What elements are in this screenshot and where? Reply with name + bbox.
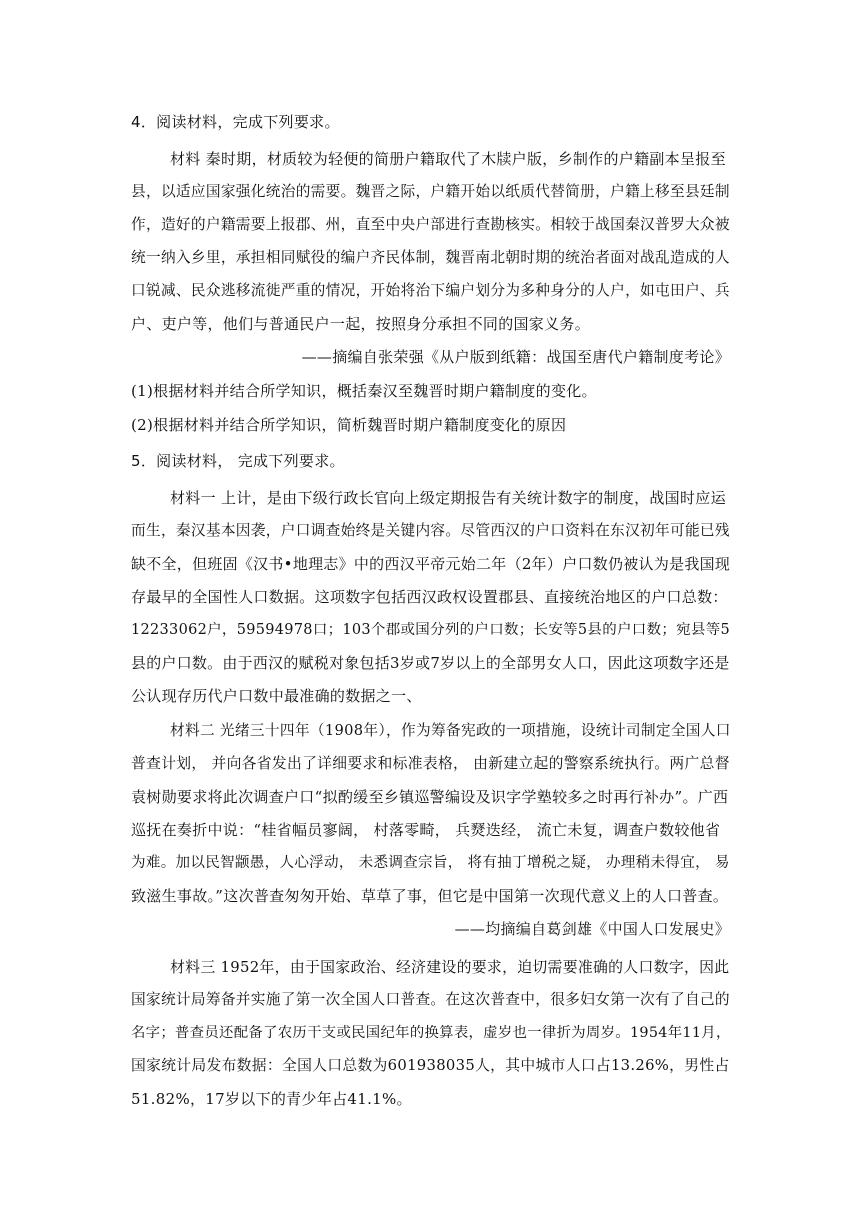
q5-source: ——均摘编自葛剑雄《中国人口发展史》 — [454, 920, 730, 938]
q5-m2-line: 致滋生事故。”这次普查匆匆开始、草草了事，但它是中国第一次现代意义上的人口普查。 — [131, 887, 729, 905]
q4-material-line: 户、吏户等，他们与普通民户一起，按照身分承担不同的国家义务。 — [131, 315, 591, 333]
q4-question-2: (2)根据材料并结合所学知识，简析魏晋时期户籍制度变化的原因 — [131, 416, 567, 434]
q5-m1-line: 12233062户，59594978口；103个郡或国分列的户口数；长安等5县的户口数；宛县等5 — [131, 622, 731, 638]
q4-material-line: 口锐减、民众逃移流徙严重的情况，开始将治下编户划分为多种身分的人户，如屯田户、兵 — [131, 282, 730, 299]
q4-title: 4．阅读材料，完成下列要求。 — [131, 113, 340, 131]
q4-material-line: 材料 秦时期，材质较为轻便的简册户籍取代了木牍户版，乡制作的户籍副本呈报至 — [170, 150, 726, 168]
q5-m1-line: 材料一 上计，是由下级行政长官向上级定期报告有关统计数字的制度，战国时应运 — [170, 489, 726, 507]
q5-m1-line: 而生，秦汉基本因袭，户口调查始终是关键内容。尽管西汉的户口资料在东汉初年可能已残 — [131, 522, 730, 539]
q5-m1-line: 县的户口数。由于西汉的赋税对象包括3岁或7岁以上的全部男女人口，因此这项数字还是 — [131, 654, 730, 672]
q5-m2-line: 为难。加以民智颛愚，人心浮动， 未悉调查宗旨， 将有抽丁增税之疑， 办理稍未得宜， 易 — [131, 854, 730, 871]
q4-question-1: (1)根据材料并结合所学知识，概括秦汉至魏晋时期户籍制度的变化。 — [131, 382, 597, 400]
q5-m2-line: 巡抚在奏折中说：“桂省幅员寥阔， 村落零畸， 兵燹迭经， 流亡未复，调查户数较他省 — [131, 821, 721, 839]
q5-m2-line: 普查计划， 并向各省发出了详细要求和标准表格， 由新建立起的警察系统执行。两广总督 — [131, 755, 730, 772]
q5-m1-line: 公认现存历代户口数中最准确的数据之一、 — [131, 687, 422, 705]
q4-source: ——摘编自张荣强《从户版到纸籍：战国至唐代户籍制度考论》 — [301, 348, 730, 366]
q4-material-line: 统一纳入乡里，承担相同赋役的编户齐民体制，魏晋南北朝时期的统治者面对战乱造成的人 — [131, 249, 730, 266]
q4-material-line: 县，以适应国家强化统治的需要。魏晋之际，户籍开始以纸质代替简册，户籍上移至县廷制 — [131, 183, 730, 200]
q5-m3-line: 材料三 1952年，由于国家政治、经济建设的要求，迫切需要准确的人口数字，因此 — [170, 958, 730, 976]
q4-material-line: 作，造好的户籍需要上报郡、州，直至中央户部进行查勘核实。相较于战国秦汉普罗大众被 — [131, 216, 730, 233]
q5-m1-line: 缺不全，但班固《汉书•地理志》中的西汉平帝元始二年（2年）户口数仍被认为是我国现 — [131, 555, 731, 573]
q5-m3-line: 国家统计局发布数据：全国人口总数为601938035人，其中城市人口占13.26%，男性占 — [131, 1057, 730, 1074]
q5-m2-line: 材料二 光绪三十四年（1908年），作为筹备宪政的一项措施，设统计司制定全国人口 — [170, 722, 731, 739]
q5-m2-line: 袁树勋要求将此次调查户口“拟酌缓至乡镇巡警编设及识字学塾较多之时再行补办”。广西 — [131, 788, 729, 806]
q5-title: 5．阅读材料， 完成下列要求。 — [131, 452, 345, 470]
q5-m3-line: 51.82%，17岁以下的青少年占41.1%。 — [131, 1090, 412, 1108]
q5-m3-line: 名字；普查员还配备了农历干支或民国纪年的换算表，虚岁也一律折为周岁。1954年11月， — [131, 1025, 731, 1041]
q5-m3-line: 国家统计局筹备并实施了第一次全国人口普查。在这次普查中，很多妇女第一次有了自己的 — [131, 991, 730, 1008]
q5-m1-line: 存最早的全国性人口数据。这项数字包括西汉政权设置郡县、直接统治地区的户口总数： — [131, 588, 728, 606]
